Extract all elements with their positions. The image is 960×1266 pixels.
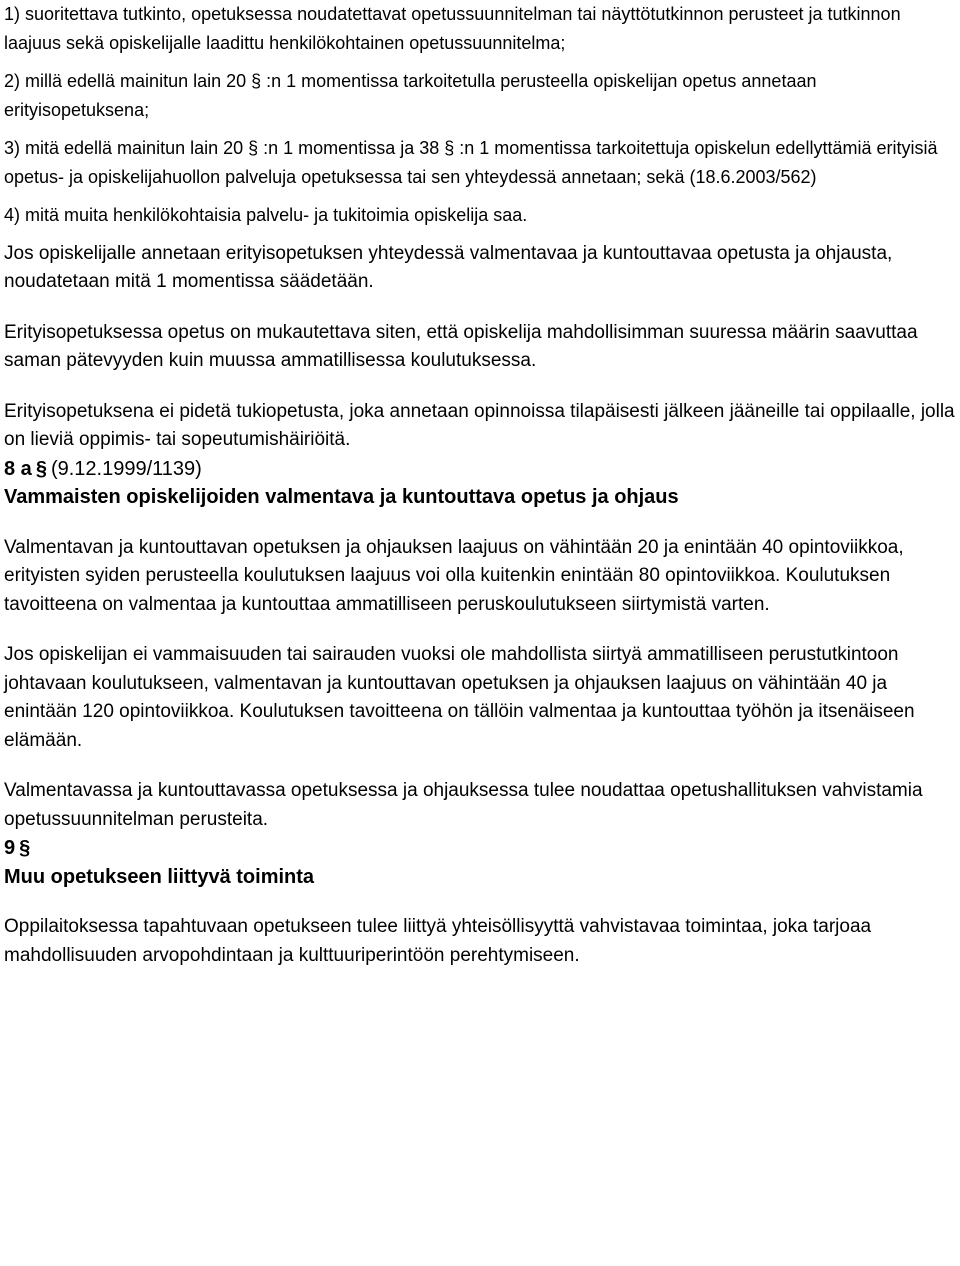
section-8a-reference: (9.12.1999/1139) bbox=[50, 457, 202, 480]
section-8a-title bbox=[4, 455, 958, 484]
section-8a-number: 8 a bbox=[4, 457, 32, 480]
section-9-number: 9 bbox=[4, 837, 16, 859]
section-9-heading: Muu opetukseen liittyvä toiminta bbox=[4, 865, 315, 888]
section-symbol: § bbox=[19, 837, 31, 859]
paragraph-8-remedial-guidance: Jos opiskelijalle annetaan erityisopetuksen yhteydessä valmentavaa ja kuntouttavaa opetusta ja ohjausta, noudatetaan mitä 1 momentissa säädetään. bbox=[4, 242, 893, 292]
paragraph-8-adapted-teaching: Erityisopetuksessa opetus on mukautettava siten, että opiskelija mahdollisimman suuressa määrin saavuttaa saman pätevyyden kuin muussa ammatillisessa koulutuksessa. bbox=[4, 321, 918, 371]
section-8a-paragraph-1: Valmentavan ja kuntouttavan opetuksen ja ohjauksen laajuus on vähintään 20 ja enintään 40 opintoviikkoa, erityisten syiden perusteella koulutuksen laajuus voi olla kuitenkin enintään 80 opintoviikkoa. Koulutuksen tavoitteena on valmentaa ja kuntouttaa ammatilliseen peruskoulutukseen siirtymistä varten. bbox=[4, 536, 904, 615]
list-item-4: 4) mitä muita henkilökohtaisia palvelu- ja tukitoimia opiskelija saa. bbox=[4, 205, 528, 225]
section-9-paragraph-1: Oppilaitoksessa tapahtuvaan opetukseen tulee liittyä yhteisöllisyyttä vahvistavaa toimintaa, joka tarjoaa mahdollisuuden arvopohdintaan ja kulttuuriperintöön perehtymiseen. bbox=[4, 916, 872, 966]
section-symbol: § bbox=[35, 457, 47, 480]
document-page bbox=[4, 0, 958, 970]
section-8a-paragraph-2: Jos opiskelijan ei vammaisuuden tai sairauden vuoksi ole mahdollista siirtyä ammatilliseen perustutkintoon johtavaan koulutukseen, valmentavan ja kuntouttavan opetuksen ja ohjauksen laajuus on vähintään 40 ja enintään 120 opintoviikkoa. Koulutuksen tavoitteena on tällöin valmentaa ja kuntouttaa työhön ja itsenäiseen elämään. bbox=[4, 644, 915, 751]
list-item-3: 3) mitä edellä mainitun lain 20 § :n 1 momentissa ja 38 § :n 1 momentissa tarkoitettuja opiskelun edellyttämiä erityisiä opetus- ja opiskelijahuollon palveluja opetuksessa tai sen yhteydessä annetaan; sekä (18.6.2003/562) bbox=[4, 138, 938, 187]
list-item-2: 2) millä edellä mainitun lain 20 § :n 1 momentissa tarkoitetulla perusteella opiskelijan opetus annetaan erityisopetuksena; bbox=[4, 71, 817, 120]
section-9-title bbox=[4, 834, 958, 863]
list-item-1: 1) suoritettava tutkinto, opetuksessa noudatettavat opetussuunnitelman tai näyttötutkinnon perusteet ja tutkinnon laajuus sekä opiskelijalle laadittu henkilökohtainen opetussuunnitelma; bbox=[4, 4, 901, 53]
section-8a-paragraph-3: Valmentavassa ja kuntouttavassa opetuksessa ja ohjauksessa tulee noudattaa opetushallituksen vahvistamia opetussuunnitelman perusteita. bbox=[4, 780, 923, 830]
section-8a-heading: Vammaisten opiskelijoiden valmentava ja kuntouttava opetus ja ohjaus bbox=[4, 486, 679, 508]
paragraph-8-remedial-exclusion: Erityisopetuksena ei pidetä tukiopetusta, joka annetaan opinnoissa tilapäisesti jälkeen jääneille tai oppilaalle, jolla on lieviä oppimis- tai sopeutumishäiriöitä. bbox=[4, 400, 955, 450]
